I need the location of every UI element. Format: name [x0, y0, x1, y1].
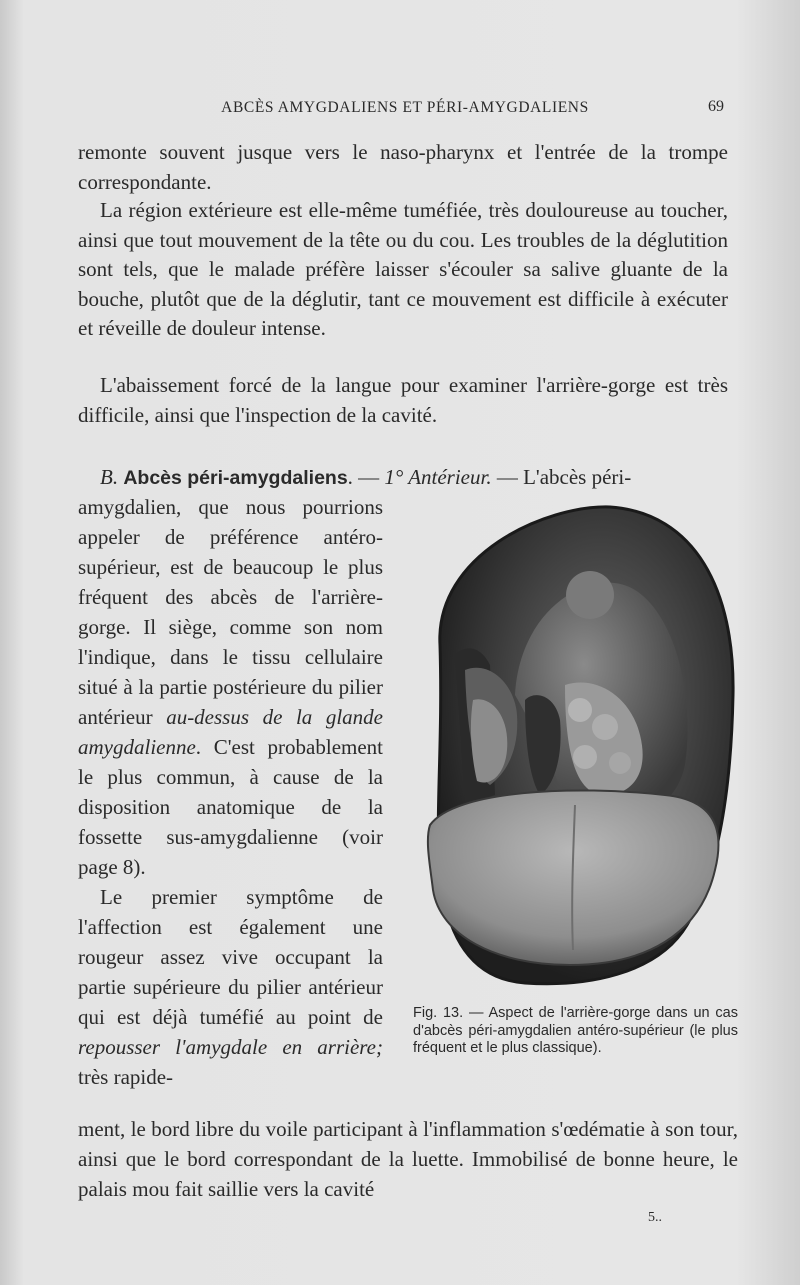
paragraph-text: L'abaissement forcé de la langue pour examiner l'arrière-gorge est très difficile, ainsi que l'inspection de la cavité. — [78, 373, 728, 427]
section-letter: B. — [100, 465, 119, 489]
text-run: très rapide- — [78, 1065, 174, 1089]
signature-mark: 5.. — [648, 1210, 662, 1225]
paragraph-premier-symptome — [78, 882, 383, 1092]
section-title: Abcès péri-amygdaliens — [123, 467, 348, 489]
paragraph-text: remonte souvent jusque vers le naso-pharynx et l'entrée de la trompe correspondante. — [78, 140, 728, 194]
paragraph-text: La région extérieure est elle-même tuméfiée, très douloureuse au toucher, ainsi que tout mouvement de la tête ou du cou. Les troubles de la déglutition sont tels, que le malade préfère laisser s'écouler sa salive gluante de la bouche, plutôt que de la déglutir, tant ce mouvement est difficile à exécuter et réveille de douleur intense. — [78, 198, 728, 340]
figure-caption: Fig. 13. — Aspect de l'arrière-gorge dans un cas d'abcès péri-amygdalien antéro-supérieur (le plus fréquent et le plus classique). — [413, 1005, 738, 1056]
paragraph-abaissement — [78, 371, 728, 430]
text-run: . C'est probablement le plus commun, à cause de la disposition anatomique de la fossette sus-amygdalienne (voir page 8). — [78, 735, 383, 879]
section-lead: L'abcès péri- — [523, 465, 632, 489]
section-heading — [78, 463, 728, 494]
running-title: ABCÈS AMYGDALIENS ET PÉRI-AMYGDALIENS — [221, 99, 589, 116]
paragraph-continuation — [78, 138, 728, 197]
page-number: 69 — [708, 98, 724, 115]
section-subtitle: 1° Antérieur. — [384, 465, 492, 489]
throat-illustration — [395, 495, 745, 995]
paragraph-region-exterieure — [78, 196, 728, 344]
text-run: Le premier symptôme de l'affection est également une rougeur assez vive occupant la partie supérieure du pilier antérieur qui est déjà tuméfié au point de — [78, 885, 383, 1029]
text-run: amygdalien, que nous pourrions appeler de préférence antéro-supérieur, est de beaucoup le plus fréquent des abcès de l'arrière-gorge. Il siège, comme son nom l'indique, dans le tissu cellulaire situé à la partie postérieure du pilier antérieur — [78, 495, 383, 729]
paragraph-anterieur — [78, 492, 383, 882]
narrow-text-column — [78, 492, 383, 1092]
throat-engraving — [395, 495, 745, 995]
emphasis-run: repousser l'amygdale en arrière; — [78, 1035, 383, 1059]
section-dash: — — [491, 465, 524, 489]
emphasis-run: au-dessus de la glande amygdalienne — [78, 705, 383, 759]
section-dash: . — — [347, 465, 385, 489]
paragraph-bottom: ment, le bord libre du voile participant à l'inflammation s'œdématie à son tour, ainsi que le bord correspondant de la luette. Immobilisé de bonne heure, le palais mou fait saillie vers la cavité — [78, 1117, 738, 1201]
